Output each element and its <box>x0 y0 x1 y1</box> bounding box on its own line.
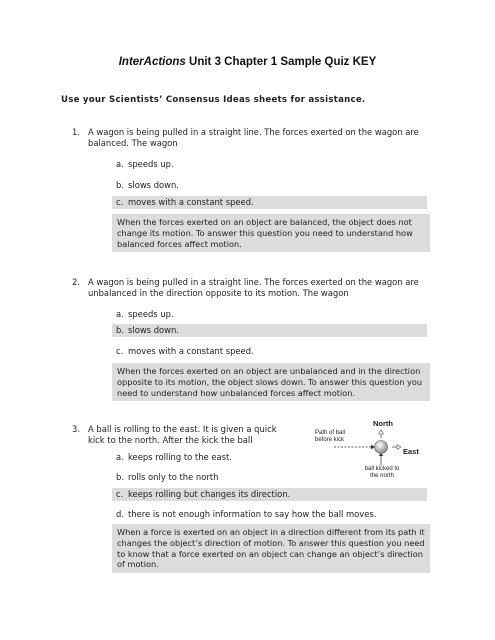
east-arrow-icon <box>397 445 401 450</box>
kick-label: ball kicked to the north <box>364 466 400 479</box>
q3-option-b: b. rolls only to the north <box>116 472 219 482</box>
east-label: East <box>403 447 419 456</box>
page-title <box>0 56 495 68</box>
question-text: A ball is rolling to the east. It is given a quick kick to the north. After the kick the ball <box>88 424 277 445</box>
q2-explanation: When the forces exerted on an object are unbalanced and in the direction opposite to its motion, the object slows down. To answer this question you need to understand how unbalanced forces affect motion. <box>112 363 430 401</box>
q1-option-b: b. slows down. <box>116 180 179 190</box>
q3-option-d: d. there is not enough information to say how the ball moves. <box>116 509 377 519</box>
question-number: 1. <box>72 127 80 137</box>
question-2-stem <box>72 277 428 299</box>
title-italic: InterActions <box>118 56 186 68</box>
q2-option-c: c. moves with a constant speed. <box>116 346 254 356</box>
question-3-stem <box>72 424 286 446</box>
north-label: North <box>373 419 393 428</box>
q2-option-a: a. speeds up. <box>116 309 174 319</box>
path-label: Path of ball before kick <box>315 430 346 443</box>
q2-option-b: b. slows down. <box>116 325 179 335</box>
q1-option-a: a. speeds up. <box>116 159 174 169</box>
instructions: Use your Scientists’ Consensus Ideas sheets for assistance. <box>61 95 366 105</box>
q1-explanation: When the forces exerted on an object are balanced, the object does not change its motion. To answer this question you need to understand how balanced forces affect motion. <box>112 214 430 252</box>
question-text: A wagon is being pulled in a straight line. The forces exerted on the wagon are unbalanced in the direction opposite to its motion. The wagon <box>88 277 419 298</box>
question-number: 2. <box>72 277 80 287</box>
q3-explanation: When a force is exerted on an object in a direction different from its path it changes the object’s direction of motion. To answer this question you need to know that a force exerted on an object can change an object’s direction of motion. <box>112 524 430 573</box>
title-rest: Unit 3 Chapter 1 Sample Quiz KEY <box>185 56 377 68</box>
question-1-stem <box>72 127 428 149</box>
question-text: A wagon is being pulled in a straight line. The forces exerted on the wagon are balanced. The wagon <box>88 127 419 148</box>
question-number: 3. <box>72 424 80 434</box>
q3-option-a: a. keeps rolling to the east. <box>116 452 232 462</box>
ball-kick-diagram <box>313 419 419 488</box>
q1-option-c: c. moves with a constant speed. <box>116 197 254 207</box>
ball-icon <box>375 441 388 454</box>
q3-option-c: c. keeps rolling but changes its direction. <box>116 489 291 499</box>
north-arrow-icon <box>379 430 384 434</box>
